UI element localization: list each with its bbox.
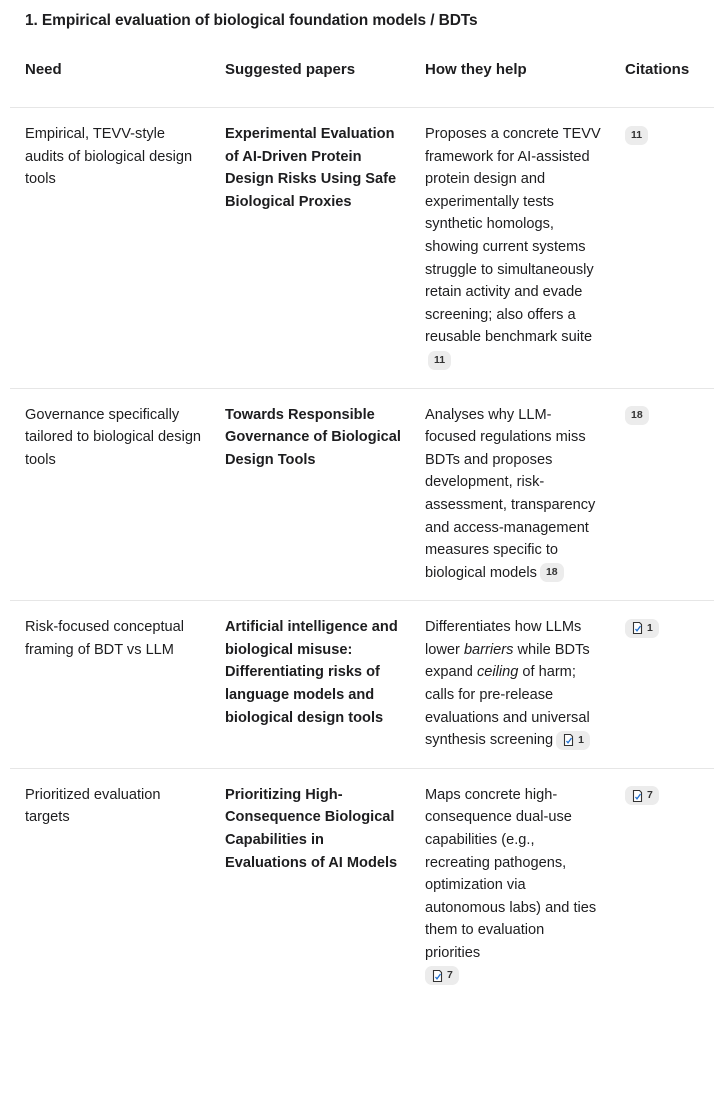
help-cell — [410, 601, 610, 769]
citation-cell — [610, 768, 714, 1003]
need-cell: Empirical, TEVV-style audits of biological design tools — [10, 108, 210, 389]
document-check-icon — [562, 733, 575, 747]
citation-number: 18 — [545, 566, 558, 579]
help-text: Proposes a concrete TEVV framework for AI-assisted protein design and experimentally tests synthetic homologs, showing current systems struggle to simultaneously retain activity and evade screening; also offers a reusable benchmark suite — [425, 126, 601, 346]
table-row — [10, 108, 714, 389]
help-text-part: while BDTs expand — [425, 641, 590, 681]
section-title: 1. Empirical evaluation of biological foundation models / BDTs — [25, 12, 478, 29]
document-check-icon — [431, 969, 444, 983]
header-need: Need — [10, 50, 210, 108]
help-cell — [410, 388, 610, 601]
citation-cell — [610, 388, 714, 601]
help-text: Maps concrete high-consequence dual-use capabilities (e.g., recreating pathogens, optimization via autonomous labs) and ties them to evaluation priorities — [425, 786, 597, 961]
help-emphasis-barriers: barriers — [463, 641, 514, 658]
citation-cell — [610, 108, 714, 389]
need-cell: Risk-focused conceptual framing of BDT vs LLM — [10, 601, 210, 769]
help-cell — [410, 108, 610, 389]
document-check-icon — [631, 789, 644, 803]
citation-number: 11 — [631, 128, 643, 141]
citation-badge[interactable] — [625, 126, 648, 145]
need-cell: Prioritized evaluation targets — [25, 786, 161, 826]
citation-badge[interactable] — [625, 406, 649, 425]
citation-badge[interactable] — [428, 351, 451, 370]
citation-badge[interactable] — [625, 786, 659, 805]
help-cell — [410, 768, 610, 1003]
table-row — [10, 768, 714, 1003]
citation-number: 11 — [434, 353, 446, 366]
citation-badge[interactable] — [425, 966, 459, 985]
table-row — [10, 601, 714, 769]
document-check-icon — [631, 621, 644, 635]
paper-title: Towards Responsible Governance of Biological Design Tools — [210, 388, 410, 601]
table-row — [10, 388, 714, 601]
citation-badge[interactable] — [540, 563, 564, 582]
paper-title: Experimental Evaluation of AI-Driven Protein Design Risks Using Safe Biological Proxies — [210, 108, 410, 389]
header-suggested-papers: Suggested papers — [210, 50, 410, 108]
citation-number: 1 — [578, 733, 585, 746]
paper-title: Prioritizing High-Consequence Biological Capabilities in Evaluations of AI Models — [225, 786, 398, 871]
citation-number: 7 — [447, 969, 453, 982]
citation-cell — [610, 601, 714, 769]
citation-number: 7 — [647, 789, 653, 802]
papers-table — [10, 50, 714, 1003]
help-text-part: of harm; calls for pre-release evaluations and universal synthesis screening — [425, 664, 590, 749]
citation-number: 1 — [647, 621, 653, 634]
help-text: Analyses why LLM-focused regulations miss BDTs and proposes development, risk-assessment, transparency and access-management measures specific to biological models — [425, 406, 596, 581]
citation-number: 18 — [631, 409, 643, 422]
need-cell: Governance specifically tailored to biological design tools — [10, 388, 210, 601]
citation-badge[interactable] — [625, 619, 659, 638]
help-text-part: Differentiates how LLMs lower — [425, 619, 582, 658]
table-header-row — [10, 50, 714, 108]
header-citations: Citations — [610, 50, 714, 108]
help-emphasis-ceiling: ceiling — [476, 664, 519, 681]
header-how-they-help: How they help — [410, 50, 610, 108]
citation-badge[interactable] — [556, 731, 590, 750]
paper-title: Artificial intelligence and biological misuse: Differentiating risks of language models and biological design tools — [210, 601, 410, 769]
